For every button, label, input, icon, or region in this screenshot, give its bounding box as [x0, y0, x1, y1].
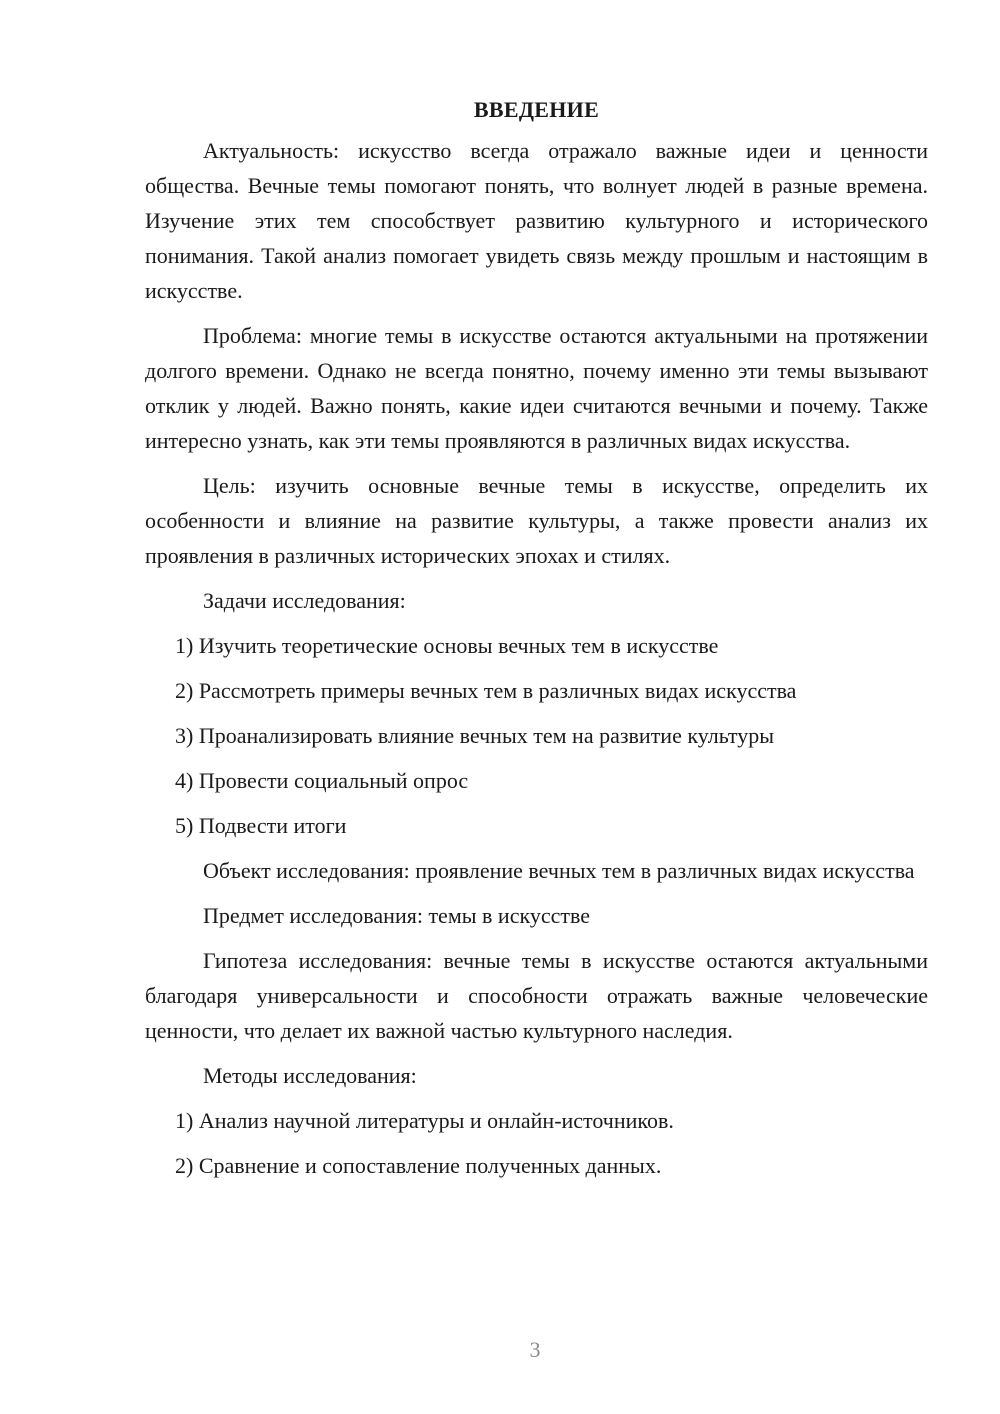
- list-item: 2) Рассмотреть примеры вечных тем в различных видах искусства: [175, 678, 797, 703]
- object-paragraph: Объект исследования: проявление вечных тем в различных видах искусства: [203, 858, 915, 883]
- tasks-heading: Задачи исследования:: [203, 588, 406, 613]
- list-item: 3) Проанализировать влияние вечных тем на развитие культуры: [175, 723, 775, 748]
- list-item: 1) Изучить теоретические основы вечных тем в искусстве: [175, 633, 719, 658]
- methods-list: [145, 1103, 928, 1183]
- list-item: 1) Анализ научной литературы и онлайн-источников.: [175, 1108, 674, 1133]
- list-item: 2) Сравнение и сопоставление полученных данных.: [175, 1153, 662, 1178]
- problem-paragraph: Проблема: многие темы в искусстве остаются актуальными на протяжении долгого времени. Однако не всегда понятно, почему именно эти темы вызывают отклик у людей. Важно понять, какие идеи считаются вечными и почему. Также интересно узнать, как эти темы проявляются в различных видах искусства.: [145, 323, 928, 453]
- hypothesis-paragraph: Гипотеза исследования: вечные темы в искусстве остаются актуальными благодаря универсальности и способности отражать важные человеческие ценности, что делает их важной частью культурного наследия.: [145, 948, 928, 1043]
- tasks-list: [145, 628, 928, 843]
- relevance-paragraph: Актуальность: искусство всегда отражало важные идеи и ценности общества. Вечные темы помогают понять, что волнует людей в разные времена. Изучение этих тем способствует развитию культурного и исторического понимания. Такой анализ помогает увидеть связь между прошлым и настоящим в искусстве.: [145, 138, 928, 303]
- list-item: 5) Подвести итоги: [175, 813, 347, 838]
- page-number: 3: [529, 1337, 541, 1362]
- goal-paragraph: Цель: изучить основные вечные темы в искусстве, определить их особенности и влияние на развитие культуры, а также провести анализ их проявления в различных исторических эпохах и стилях.: [145, 473, 928, 568]
- list-item: 4) Провести социальный опрос: [175, 768, 469, 793]
- page-title: ВВЕДЕНИЕ: [473, 97, 600, 122]
- methods-heading: Методы исследования:: [203, 1063, 417, 1088]
- page-content: [145, 92, 928, 1193]
- subject-paragraph: Предмет исследования: темы в искусстве: [203, 903, 590, 928]
